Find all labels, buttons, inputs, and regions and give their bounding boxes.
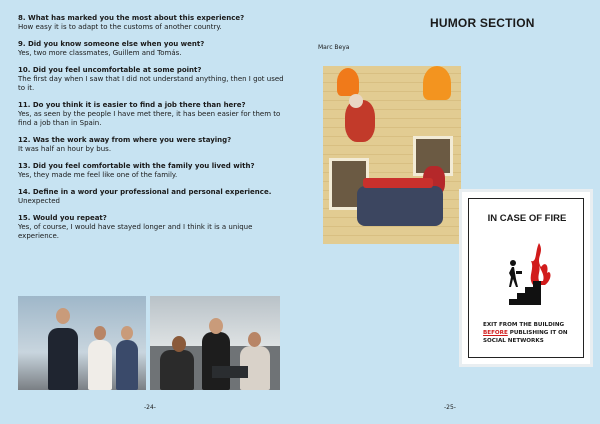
- right-page: [300, 0, 600, 424]
- person-figure: [116, 340, 138, 390]
- qa-item: [18, 136, 286, 154]
- person-head: [248, 332, 261, 347]
- sign-emphasis: BEFORE: [483, 330, 508, 336]
- person-figure: [48, 328, 78, 390]
- question: 14. Define in a word your professional and personal experience.: [18, 188, 272, 196]
- sign-message: [483, 321, 583, 345]
- answer: It was half an hour by bus.: [18, 145, 112, 153]
- qa-item: [18, 101, 286, 128]
- group-photo: [18, 296, 146, 390]
- fire-cartoon: [323, 66, 461, 244]
- office-photo: [150, 296, 280, 390]
- answer: The first day when I saw that I did not understand anything, then I got used to it.: [18, 75, 284, 92]
- sign-line: SOCIAL NETWORKS: [483, 338, 544, 344]
- sign-title: IN CASE OF FIRE: [487, 213, 567, 224]
- flame: [423, 66, 451, 100]
- person-figure: [202, 332, 230, 390]
- page-number: -25-: [444, 404, 456, 411]
- question: 15. Would you repeat?: [18, 214, 107, 222]
- rescue-net: [363, 178, 433, 188]
- answer: Yes, they made me feel like one of the family.: [18, 171, 178, 179]
- sign-border: [468, 198, 584, 358]
- person-head: [56, 308, 70, 324]
- question: 13. Did you feel comfortable with the family you lived with?: [18, 162, 255, 170]
- qa-item: [18, 214, 286, 241]
- qa-item: [18, 66, 286, 93]
- character-head: [349, 94, 363, 108]
- photo-strip: [18, 296, 280, 390]
- qa-item: [18, 14, 286, 32]
- answer: Unexpected: [18, 197, 60, 205]
- page-number: -24-: [144, 404, 156, 411]
- fire-sign-poster: [459, 189, 593, 367]
- person-head: [121, 326, 133, 340]
- answer: How easy it is to adapt to the customs of another country.: [18, 23, 222, 31]
- firefighters-group: [357, 186, 443, 226]
- answer: Yes, as seen by the people I have met there, it has been easier for them to find a job than in Spain.: [18, 110, 281, 127]
- laptop: [212, 366, 248, 378]
- question: 10. Did you feel uncomfortable at some point?: [18, 66, 202, 74]
- question: 9. Did you know someone else when you went?: [18, 40, 205, 48]
- flame: [337, 68, 359, 96]
- person-figure: [88, 340, 112, 390]
- qa-item: [18, 40, 286, 58]
- cartoon-author: Marc Beya: [318, 44, 350, 51]
- person-figure: [160, 350, 194, 390]
- stairs-fire-icon: [505, 239, 555, 309]
- interview-qa: [18, 14, 286, 249]
- sign-line: EXIT FROM THE BUILDING: [483, 322, 565, 328]
- question: 8. What has marked you the most about this experience?: [18, 14, 245, 22]
- qa-item: [18, 162, 286, 180]
- answer: Yes, of course, I would have stayed longer and I think it is a unique experience.: [18, 223, 253, 240]
- person-head: [94, 326, 106, 340]
- question: 11. Do you think it is easier to find a job there than here?: [18, 101, 246, 109]
- section-title: HUMOR SECTION: [430, 16, 535, 30]
- question: 12. Was the work away from where you were staying?: [18, 136, 232, 144]
- person-head: [172, 336, 186, 352]
- qa-item: [18, 188, 286, 206]
- sign-line: PUBLISHING IT ON: [507, 330, 568, 336]
- person-head: [209, 318, 223, 334]
- answer: Yes, two more classmates, Guillem and Tomás.: [18, 49, 182, 57]
